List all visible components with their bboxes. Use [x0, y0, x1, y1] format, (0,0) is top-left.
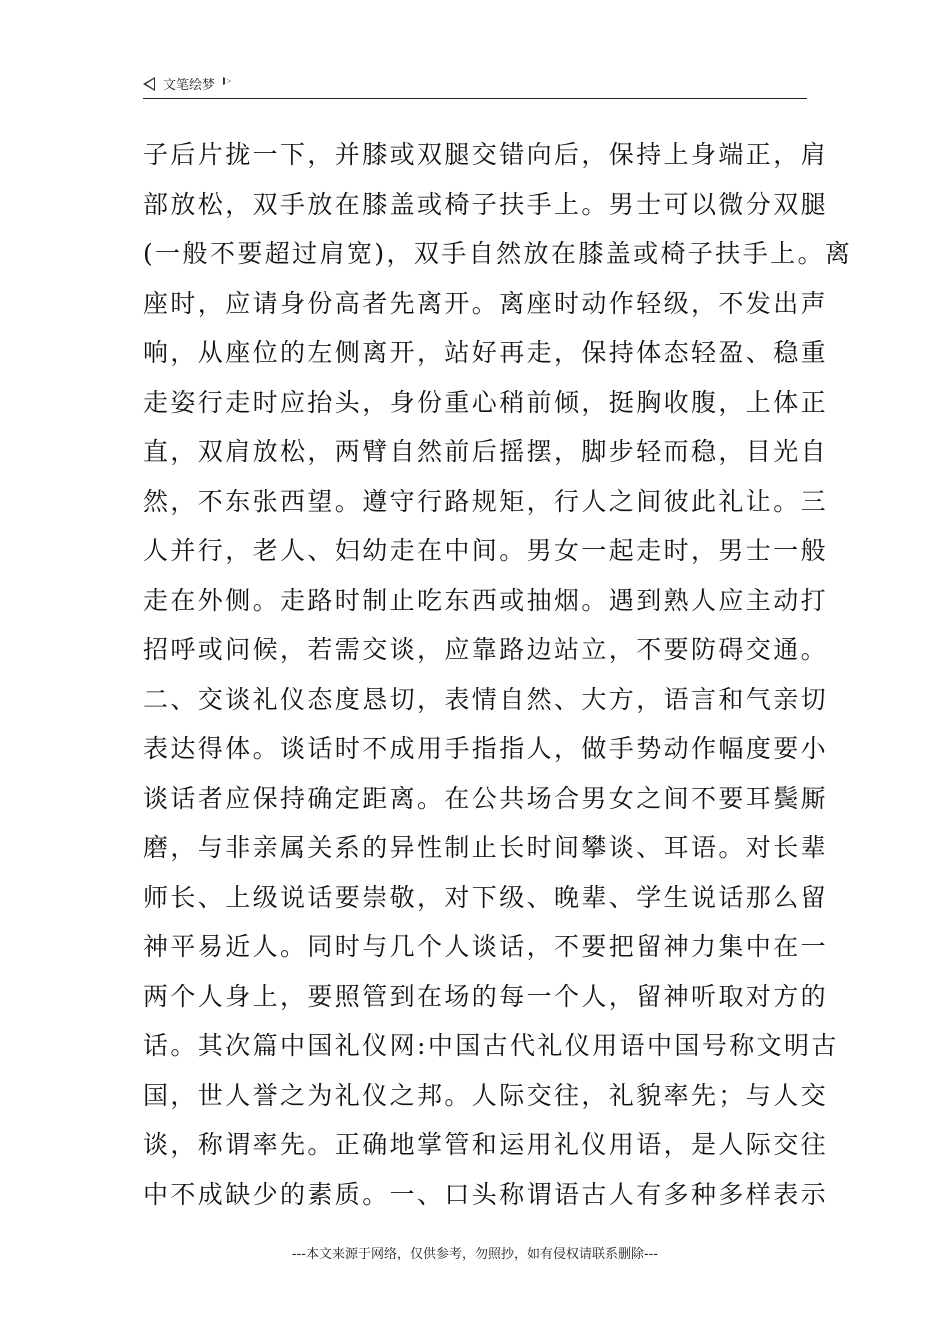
document-body: [143, 130, 853, 1219]
text-line: 招呼或问候，若需交谈，应靠路边站立，不要防碍交通。: [143, 635, 829, 664]
text-line: 部放松，双手放在膝盖或椅子扶手上。男士可以微分双腿: [143, 189, 829, 219]
text-line: 话。其次篇中国礼仪网:中国古代礼仪用语中国号称文明古: [143, 1031, 839, 1060]
text-line: 磨，与非亲属关系的异性制止长时间攀谈、耳语。对长辈: [143, 833, 829, 862]
text-line: 谈话者应保持确定距离。在公共场合男女之间不要耳鬓厮: [143, 783, 829, 813]
text-line: 响，从座位的左侧离开，站好再走，保持体态轻盈、稳重: [143, 338, 829, 367]
text-line: 表达得体。谈话时不成用手指指人，做手势动作幅度要小: [143, 734, 829, 763]
text-line: 走在外侧。走路时制止吃东西或抽烟。遇到熟人应主动打: [143, 585, 829, 615]
text-line: (一般不要超过肩宽)，双手自然放在膝盖或椅子扶手上。离: [143, 239, 853, 268]
triangle-right-icon: [223, 77, 231, 85]
text-line: 走姿行走时应抬头，身份重心稍前倾，挺胸收腹，上体正: [143, 387, 829, 417]
text-line: 中不成缺少的素质。一、口头称谓语古人有多种多样表示: [143, 1179, 829, 1209]
text-line: 直，双肩放松，两臂自然前后摇摆，脚步轻而稳，目光自: [143, 437, 829, 466]
text-line: 两个人身上，要照管到在场的每一个人，留神听取对方的: [143, 981, 829, 1011]
text-line: 子后片拢一下，并膝或双腿交错向后，保持上身端正，肩: [143, 140, 829, 169]
text-line: 人并行，老人、妇幼走在中间。男女一起走时，男士一般: [143, 536, 829, 565]
text-line: 座时，应请身份高者先离开。离座时动作轻级，不发出声: [143, 288, 829, 318]
text-line: 神平易近人。同时与几个人谈话，不要把留神力集中在一: [143, 932, 829, 961]
text-line: 国，世人誉之为礼仪之邦。人际交往，礼貌率先；与人交: [143, 1080, 829, 1110]
triangle-left-icon: [143, 77, 155, 91]
header-brand: [143, 74, 231, 93]
text-line: 谈，称谓率先。正确地掌管和运用礼仪用语，是人际交往: [143, 1130, 829, 1159]
text-line: 二、交谈礼仪态度恳切，表情自然、大方，语言和气亲切: [143, 684, 829, 714]
text-line: 师长、上级说话要崇敬，对下级、晚辈、学生说话那么留: [143, 882, 829, 912]
page-header: [143, 72, 807, 99]
footer-notice: ---本文来源于网络，仅供参考，勿照抄，如有侵权请联系删除---: [291, 1247, 659, 1262]
text-line: 然，不东张西望。遵守行路规矩，行人之间彼此礼让。三: [143, 486, 829, 516]
header-title: 文笔绘梦: [163, 78, 216, 93]
